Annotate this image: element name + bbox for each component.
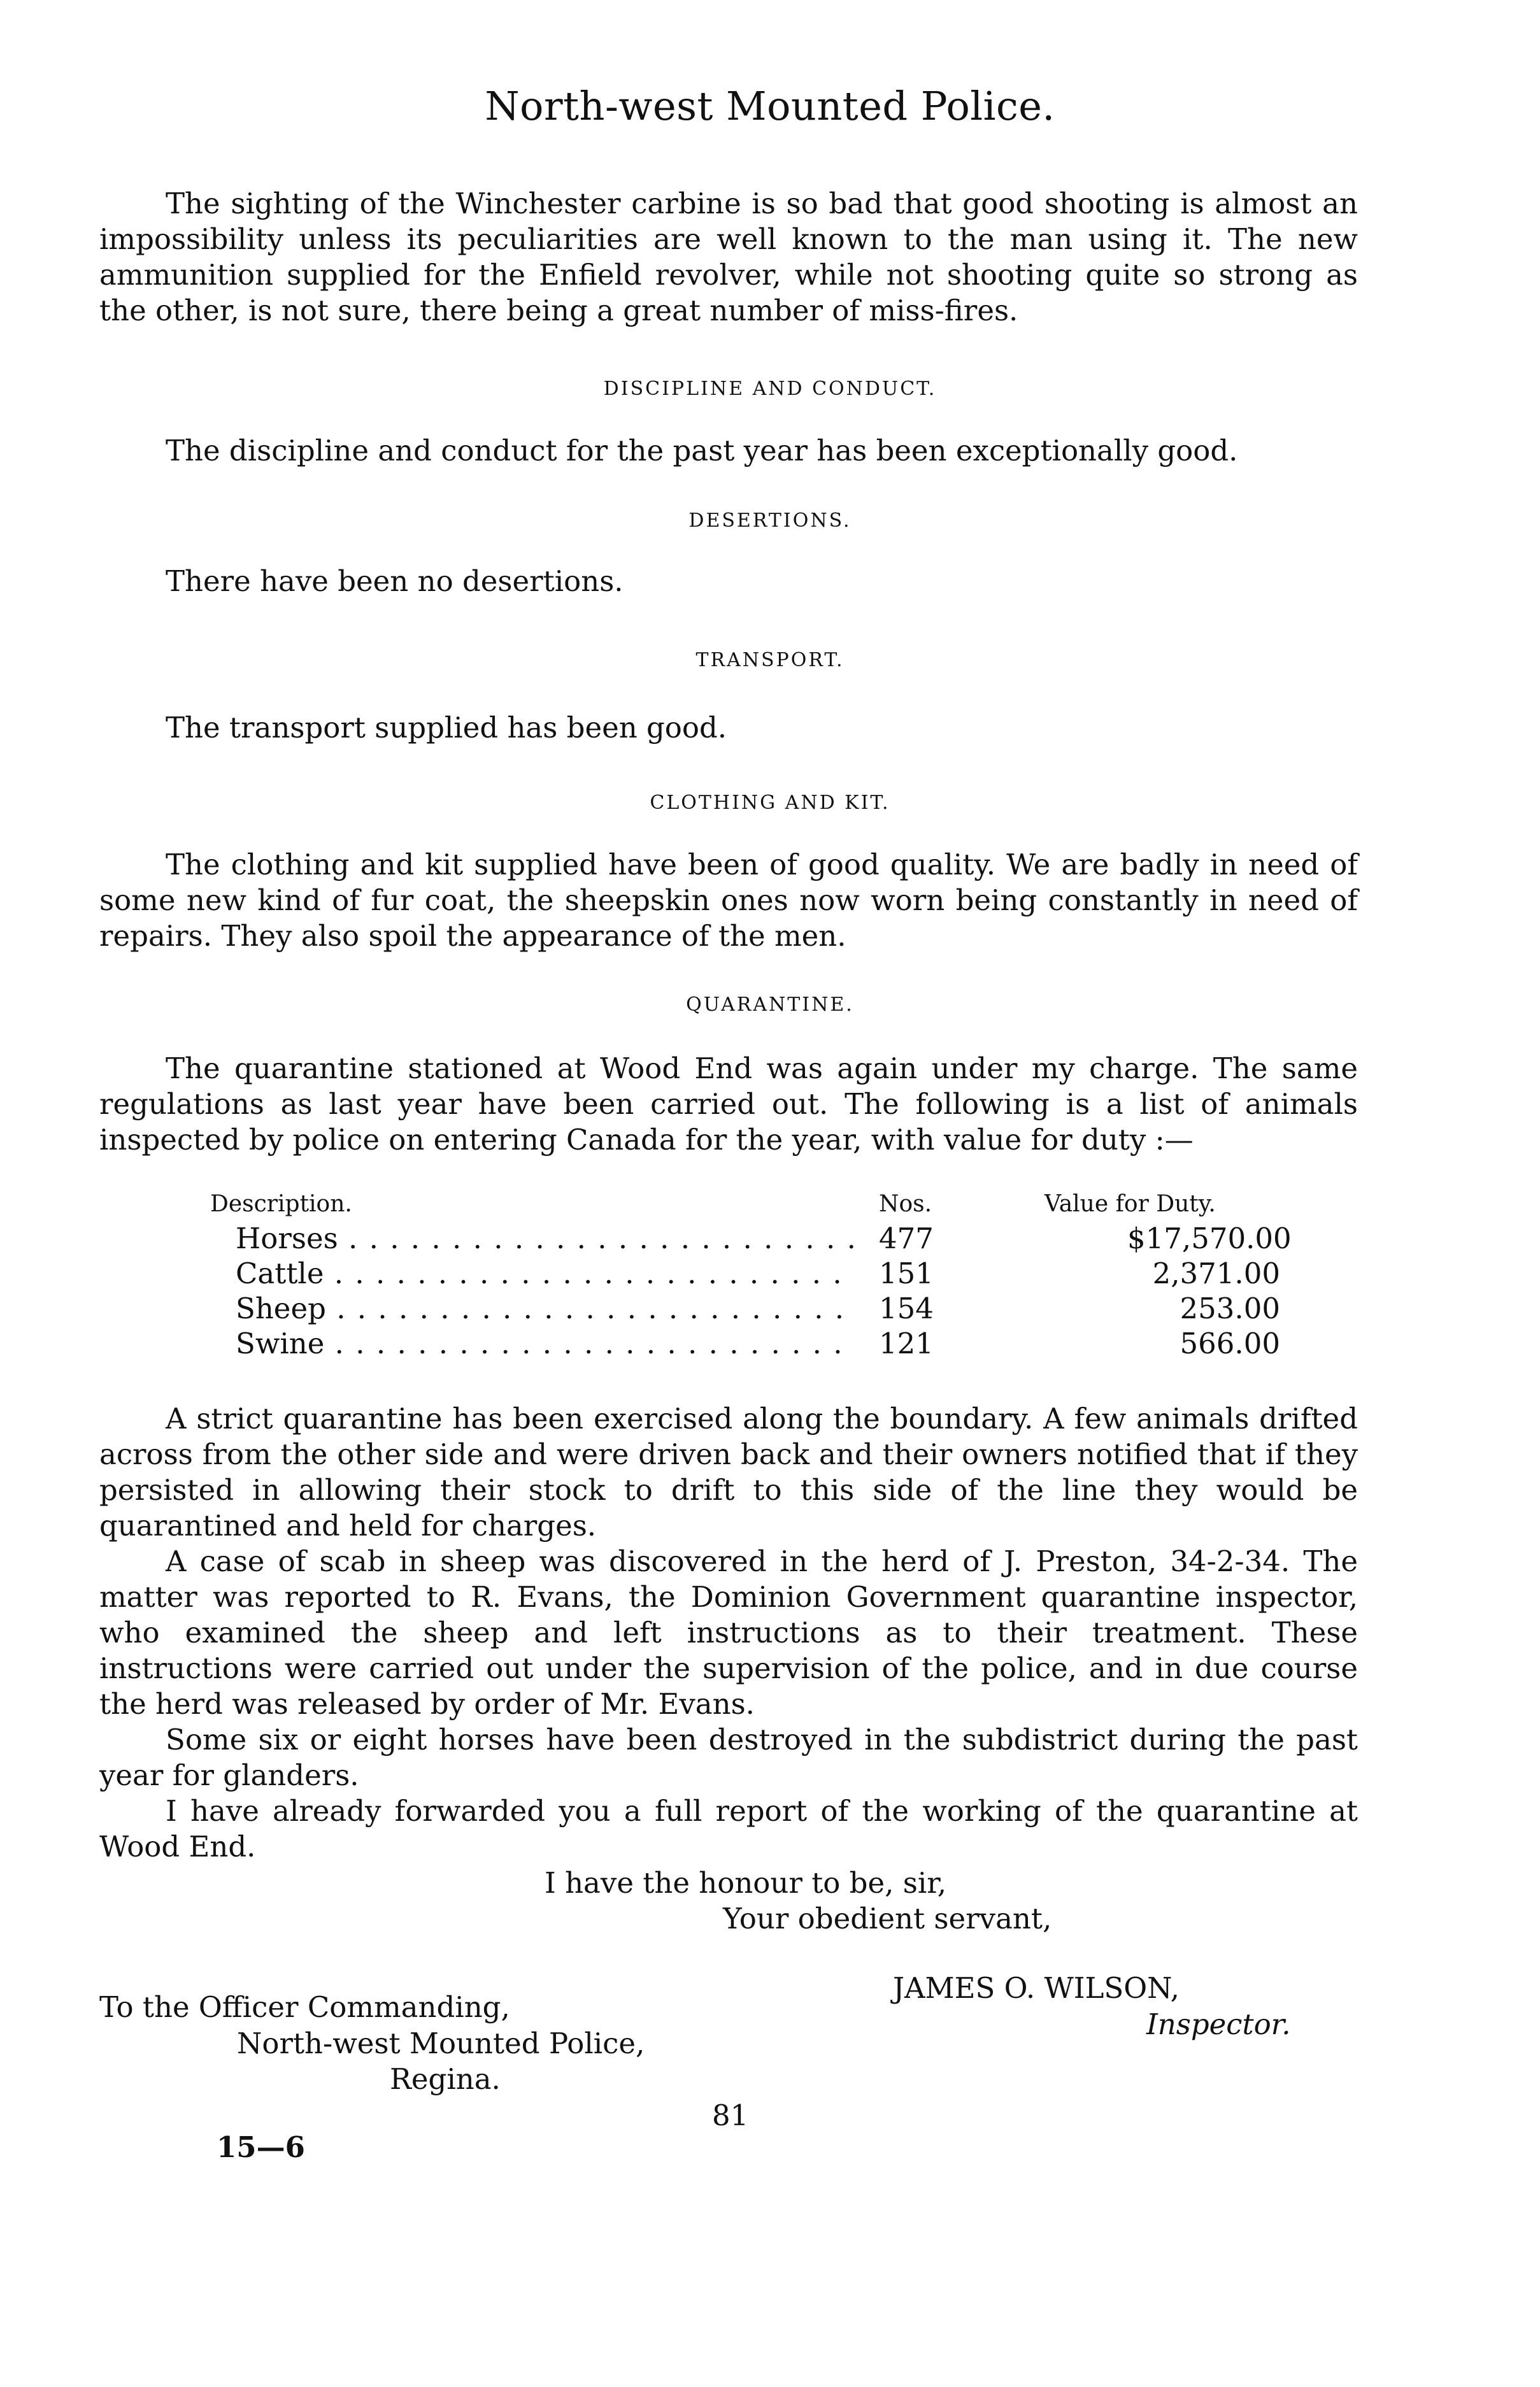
table-row	[236, 1257, 1318, 1292]
paragraph-clothing: The clothing and kit supplied have been of good quality. We are badly in need of some new kind of fur coat, the sheepskin ones now worn being constantly in need of repairs. They also spoil the appearance of the men.	[99, 848, 1358, 953]
table-row	[236, 1222, 1318, 1257]
address-line-2: North-west Mounted Police,	[237, 2027, 645, 2060]
closing-servant: Your obedient servant,	[723, 1902, 1052, 1935]
row-nos: 477	[879, 1222, 934, 1255]
closing-honour: I have the honour to be, sir,	[545, 1866, 947, 1900]
row-value: 2,371.00	[1152, 1257, 1280, 1290]
paragraph-scab-case: A case of scab in sheep was discovered in the herd of J. Preston, 34-2-34. The matter was reported to R. Evans, the Dominion Government quarantine inspector, who examined the sheep and left instructions as to their treatment. These instructions were carried out under the supervision of the police, and in due course the herd was released by order of Mr. Evans.	[99, 1544, 1358, 1721]
row-description: Sheep . . .	[236, 1292, 853, 1325]
table-row	[236, 1327, 1318, 1362]
paragraph-desertions: There have been no desertions.	[166, 564, 624, 598]
row-description: Horses . . .	[236, 1222, 853, 1255]
address-line-1: To the Officer Commanding,	[99, 1990, 510, 2024]
paragraph-quarantine: The quarantine stationed at Wood End was again under my charge. The same regulations as last year have been carried out. The following is a list of animals inspected by police on entering Canada for the year, with value for duty :—	[99, 1051, 1358, 1157]
address-line-3: Regina.	[390, 2062, 501, 2096]
row-description: Swine . . .	[236, 1327, 853, 1360]
heading-clothing: CLOTHING AND KIT.	[650, 792, 890, 814]
paragraph-carbine: The sighting of the Winchester carbine is so bad that good shooting is almost an impossibility unless its peculiarities are well known to the man using it. The new ammunition supplied for the Enfield revolver, while not shooting quite so strong as the other, is not sure, there being a great number of miss-fires.	[99, 187, 1358, 327]
table-header-description: Description.	[210, 1191, 352, 1217]
paragraph-transport: The transport supplied has been good.	[166, 711, 727, 745]
paragraph-strict-quarantine: A strict quarantine has been exercised along the boundary. A few animals drifted across from the other side and were driven back and their owners notified that if they persisted in allowing their stock to drift to this side of the line they would be quarantined and held for charges.	[99, 1402, 1358, 1543]
running-head-title: North-west Mounted Police.	[485, 83, 1055, 129]
heading-transport: TRANSPORT.	[695, 649, 845, 671]
signatory-name: JAMES O. WILSON,	[893, 1971, 1180, 2005]
row-value: 253.00	[1180, 1292, 1280, 1325]
heading-discipline: DISCIPLINE AND CONDUCT.	[603, 378, 937, 400]
row-description: Cattle . . .	[236, 1257, 853, 1290]
row-value: 566.00	[1180, 1327, 1280, 1360]
heading-quarantine: QUARANTINE.	[686, 994, 854, 1016]
table-row	[236, 1292, 1318, 1327]
heading-desertions: DESERTIONS.	[688, 509, 852, 532]
page-number: 81	[712, 2098, 749, 2132]
paragraph-glanders: Some six or eight horses have been destroyed in the subdistrict during the past year for glanders.	[99, 1723, 1358, 1792]
row-nos: 154	[879, 1292, 934, 1325]
paragraph-discipline: The discipline and conduct for the past year has been exceptionally good.	[166, 434, 1238, 467]
paragraph-report-forwarded: I have already forwarded you a full report of the working of the quarantine at Wood End.	[99, 1794, 1358, 1863]
row-nos: 151	[879, 1257, 934, 1290]
table-header-nos: Nos.	[879, 1191, 932, 1217]
signatory-title: Inspector.	[1146, 2007, 1291, 2041]
row-value: $17,570.00	[1127, 1222, 1292, 1255]
signature-mark: 15—6	[217, 2130, 305, 2164]
table-header-value: Value for Duty.	[1044, 1191, 1216, 1217]
row-nos: 121	[879, 1327, 934, 1360]
